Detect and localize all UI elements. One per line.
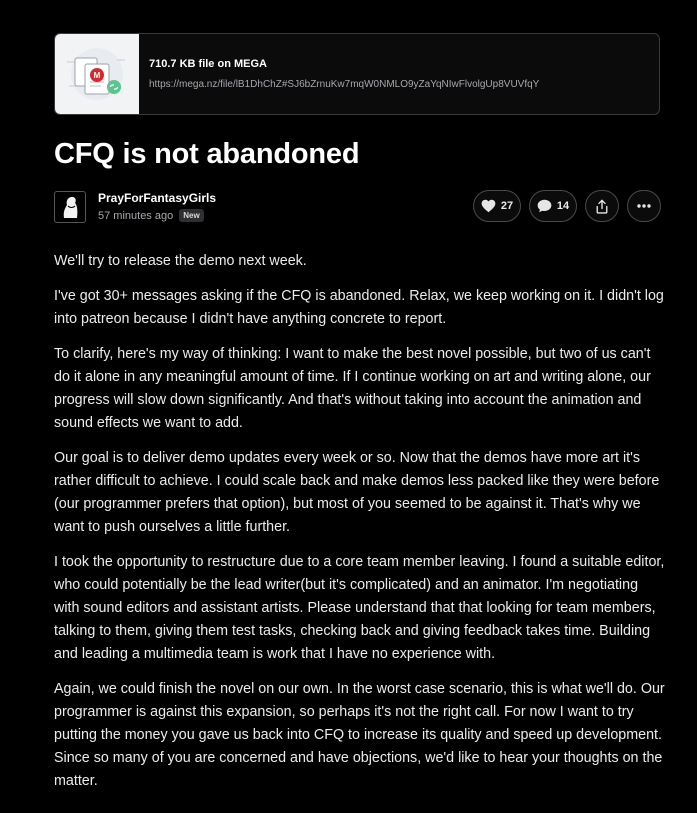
post-meta — [98, 209, 216, 222]
avatar[interactable] — [54, 191, 86, 223]
author-block — [98, 191, 216, 222]
post-title: CFQ is not abandoned — [54, 138, 360, 170]
post-paragraph: I took the opportunity to restructure due to a core team member leaving. I found a suitable editor, who could potentially be the lead writer(but it's complicated) and an animator. I'm negotiating with sound editors and assistant artists. Please understand that that looking for team members, talking to them, giving them test tasks, checking back and giving feedback takes time. Building and leading a multimedia team is work that I have no experience with. — [54, 554, 665, 662]
more-options-button[interactable] — [627, 190, 661, 222]
mega-file-icon — [55, 34, 139, 114]
mega-attachment-card[interactable] — [54, 33, 660, 115]
post-paragraph: To clarify, here's my way of thinking: I want to make the best novel possible, but two of us can't do it alone in any meaningful amount of time. If I continue working on art and writing alone, our progress will slow down significantly. And that's without taking into account the animation and sound effects we want to add. — [54, 346, 651, 431]
attachment-url[interactable]: https://mega.nz/file/lB1DhChZ#SJ6bZrnuKw7mqW0NMLO9yZaYqNIwFlvolgUp8VUVfqY — [149, 79, 540, 90]
attachment-info — [149, 58, 539, 90]
svg-text:M: M — [93, 71, 101, 80]
post-paragraph: I've got 30+ messages asking if the CFQ is abandoned. Relax, we keep working on it. I didn't log into patreon because I didn't have anything concrete to report. — [54, 288, 664, 327]
share-button[interactable] — [585, 190, 619, 222]
heart-icon — [481, 199, 496, 213]
post-actions — [473, 190, 661, 222]
post-paragraph: Our goal is to deliver demo updates every week or so. Now that the demos have more art it's rather difficult to achieve. I could scale back and make demos less packed like they were before (our programmer prefers that option), but most of you seemed to be against it. That's why we want to push ourselves a little further. — [54, 450, 660, 535]
post-body — [54, 250, 666, 805]
more-horizontal-icon — [637, 204, 651, 208]
post-paragraph: Again, we could finish the novel on our own. In the worst case scenario, this is what we'll do. Our programmer is against this expansion, so perhaps it's not the right call. For now I want to try putting the money you gave us back into CFQ to increase its quality and speed up development. Since so many of you are concerned and have objections, we'd like to hear your thoughts on the matter. — [54, 681, 665, 789]
share-icon — [595, 199, 609, 214]
new-badge: New — [179, 209, 203, 222]
author-name[interactable]: PrayForFantasyGirls — [98, 191, 217, 205]
speech-bubble-icon — [537, 199, 552, 213]
comment-count: 14 — [556, 200, 570, 212]
attachment-title: 710.7 KB file on MEGA — [149, 58, 267, 70]
post-paragraph: We'll try to release the demo next week. — [54, 253, 307, 269]
post-timestamp: 57 minutes ago — [98, 209, 174, 222]
like-count: 27 — [500, 200, 514, 212]
comment-button[interactable] — [529, 190, 577, 222]
like-button[interactable] — [473, 190, 521, 222]
